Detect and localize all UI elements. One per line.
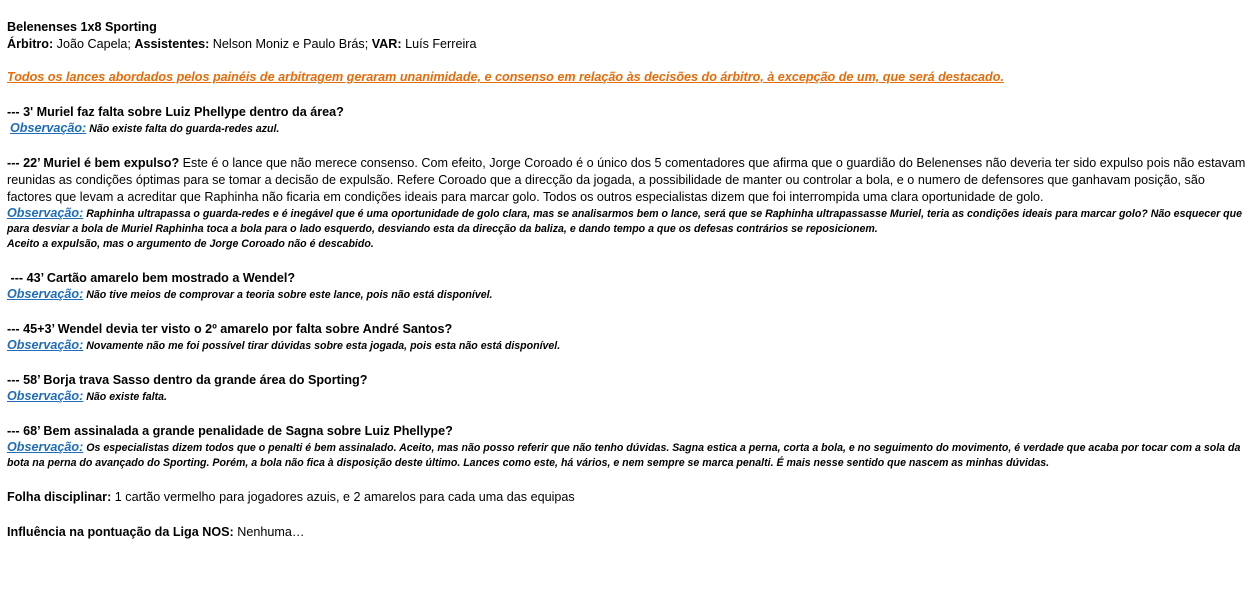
observation-label: Observação: (9, 121, 87, 135)
incident-detail: Este é o lance que não merece consenso. Com efeito, Jorge Coroado é o único dos 5 comentadores que afirma que o guardião do Belenenses não deveria ter sido expulso pois não estavam reunidas as condições óptimas para se tomar a decisão de expulsão. Refere Coroado que a direcção da jogada, a possibilidade de manter ou controlar a bola, e o numero de defensores que ganhavam posição, são factores que levam a acreditar que Raphinha não ficaria em condições ideais para marcar golo. Todos os outros especialistas dizem que foi interrompida uma clara oportunidade de golo. (7, 156, 1246, 204)
incident-question: --- 58’ Borja trava Sasso dentro da grande área do Sporting? (7, 373, 368, 387)
disciplinary-label: Folha disciplinar: (7, 490, 112, 504)
incident-observation (7, 389, 1248, 405)
observation-label: Observação: (7, 440, 84, 454)
incident-question: --- 68’ Bem assinalada a grande penalidade de Sagna sobre Luiz Phellype? (7, 424, 453, 438)
influence-value: Nenhuma… (237, 525, 305, 539)
assistants-names: Nelson Moniz e Paulo Brás; (212, 37, 369, 51)
incident-observation (7, 287, 1248, 303)
influence-line (7, 524, 1248, 541)
observation-label: Observação: (7, 206, 84, 220)
incident-question: --- 43’ Cartão amarelo bem mostrado a Wendel? (7, 271, 296, 285)
observation-label: Observação: (7, 287, 84, 301)
referee-name: João Capela; (56, 37, 131, 51)
observation-text: Não existe falta. (86, 391, 167, 403)
observation-extra: Aceito a expulsão, mas o argumento de Jorge Coroado não é descabido. (7, 238, 374, 250)
observation-text: Raphinha ultrapassa o guarda-redes e é inegável que é uma oportunidade de golo clara, mas se analisarmos bem o lance, será que se Raphinha ultrapassasse Muriel, teria as condições ideais para marcar golo? Não esquecer que para desviar a bola de Muriel Raphinha toca a bola para o lado esquerdo, desviando esta da direcção da baliza, e dando tempo a que os defesas contrários se reposicionem. (7, 208, 1242, 235)
incident-observation (7, 206, 1248, 237)
var-label: VAR: (371, 37, 402, 51)
officials-line (7, 36, 1248, 53)
referee-label: Árbitro: (7, 37, 54, 51)
observation-text: Não existe falta do guarda-redes azul. (89, 123, 280, 135)
observation-label: Observação: (7, 338, 84, 352)
incident-question: --- 45+3’ Wendel devia ter visto o 2º amarelo por falta sobre André Santos? (7, 322, 453, 336)
incident-observation (7, 121, 1248, 137)
influence-label: Influência na pontuação da Liga NOS: (7, 525, 234, 539)
incident-observation (7, 338, 1248, 354)
observation-text: Os especialistas dizem todos que o penalti é bem assinalado. Aceito, mas não posso referir que não tenho dúvidas. Sagna estica a perna, corta a bola, e no seguimento do movimento, é verdade que acaba por tocar com a sola da bota na perna do avançado do Sporting. Porém, a bola não fica à disposição deste último. Lances como este, há vários, e nem sempre se marca penalti. É mais nesse sentido que nascem as minhas dúvidas. (7, 442, 1241, 469)
observation-label: Observação: (7, 389, 84, 403)
incident-question: --- 22’ Muriel é bem expulso? (7, 156, 180, 170)
incident-question: --- 3' Muriel faz falta sobre Luiz Phellype dentro da área? (7, 105, 344, 119)
var-name: Luís Ferreira (405, 37, 477, 51)
observation-text: Não tive meios de comprovar a teoria sobre este lance, pois não está disponível. (86, 289, 493, 301)
assistants-label: Assistentes: (134, 37, 210, 51)
observation-text: Novamente não me foi possível tirar dúvidas sobre esta jogada, pois esta não está disponível. (86, 340, 561, 352)
match-title: Belenenses 1x8 Sporting (7, 20, 157, 34)
disciplinary-value: 1 cartão vermelho para jogadores azuis, e 2 amarelos para cada uma das equipas (114, 490, 575, 504)
intro-note: Todos os lances abordados pelos painéis de arbitragem geraram unanimidade, e consenso em relação às decisões do árbitro, à excepção de um, que será destacado. (7, 70, 1004, 84)
disciplinary-line (7, 489, 1248, 506)
incident-question-detailed (7, 155, 1248, 206)
incident-observation (7, 440, 1248, 471)
